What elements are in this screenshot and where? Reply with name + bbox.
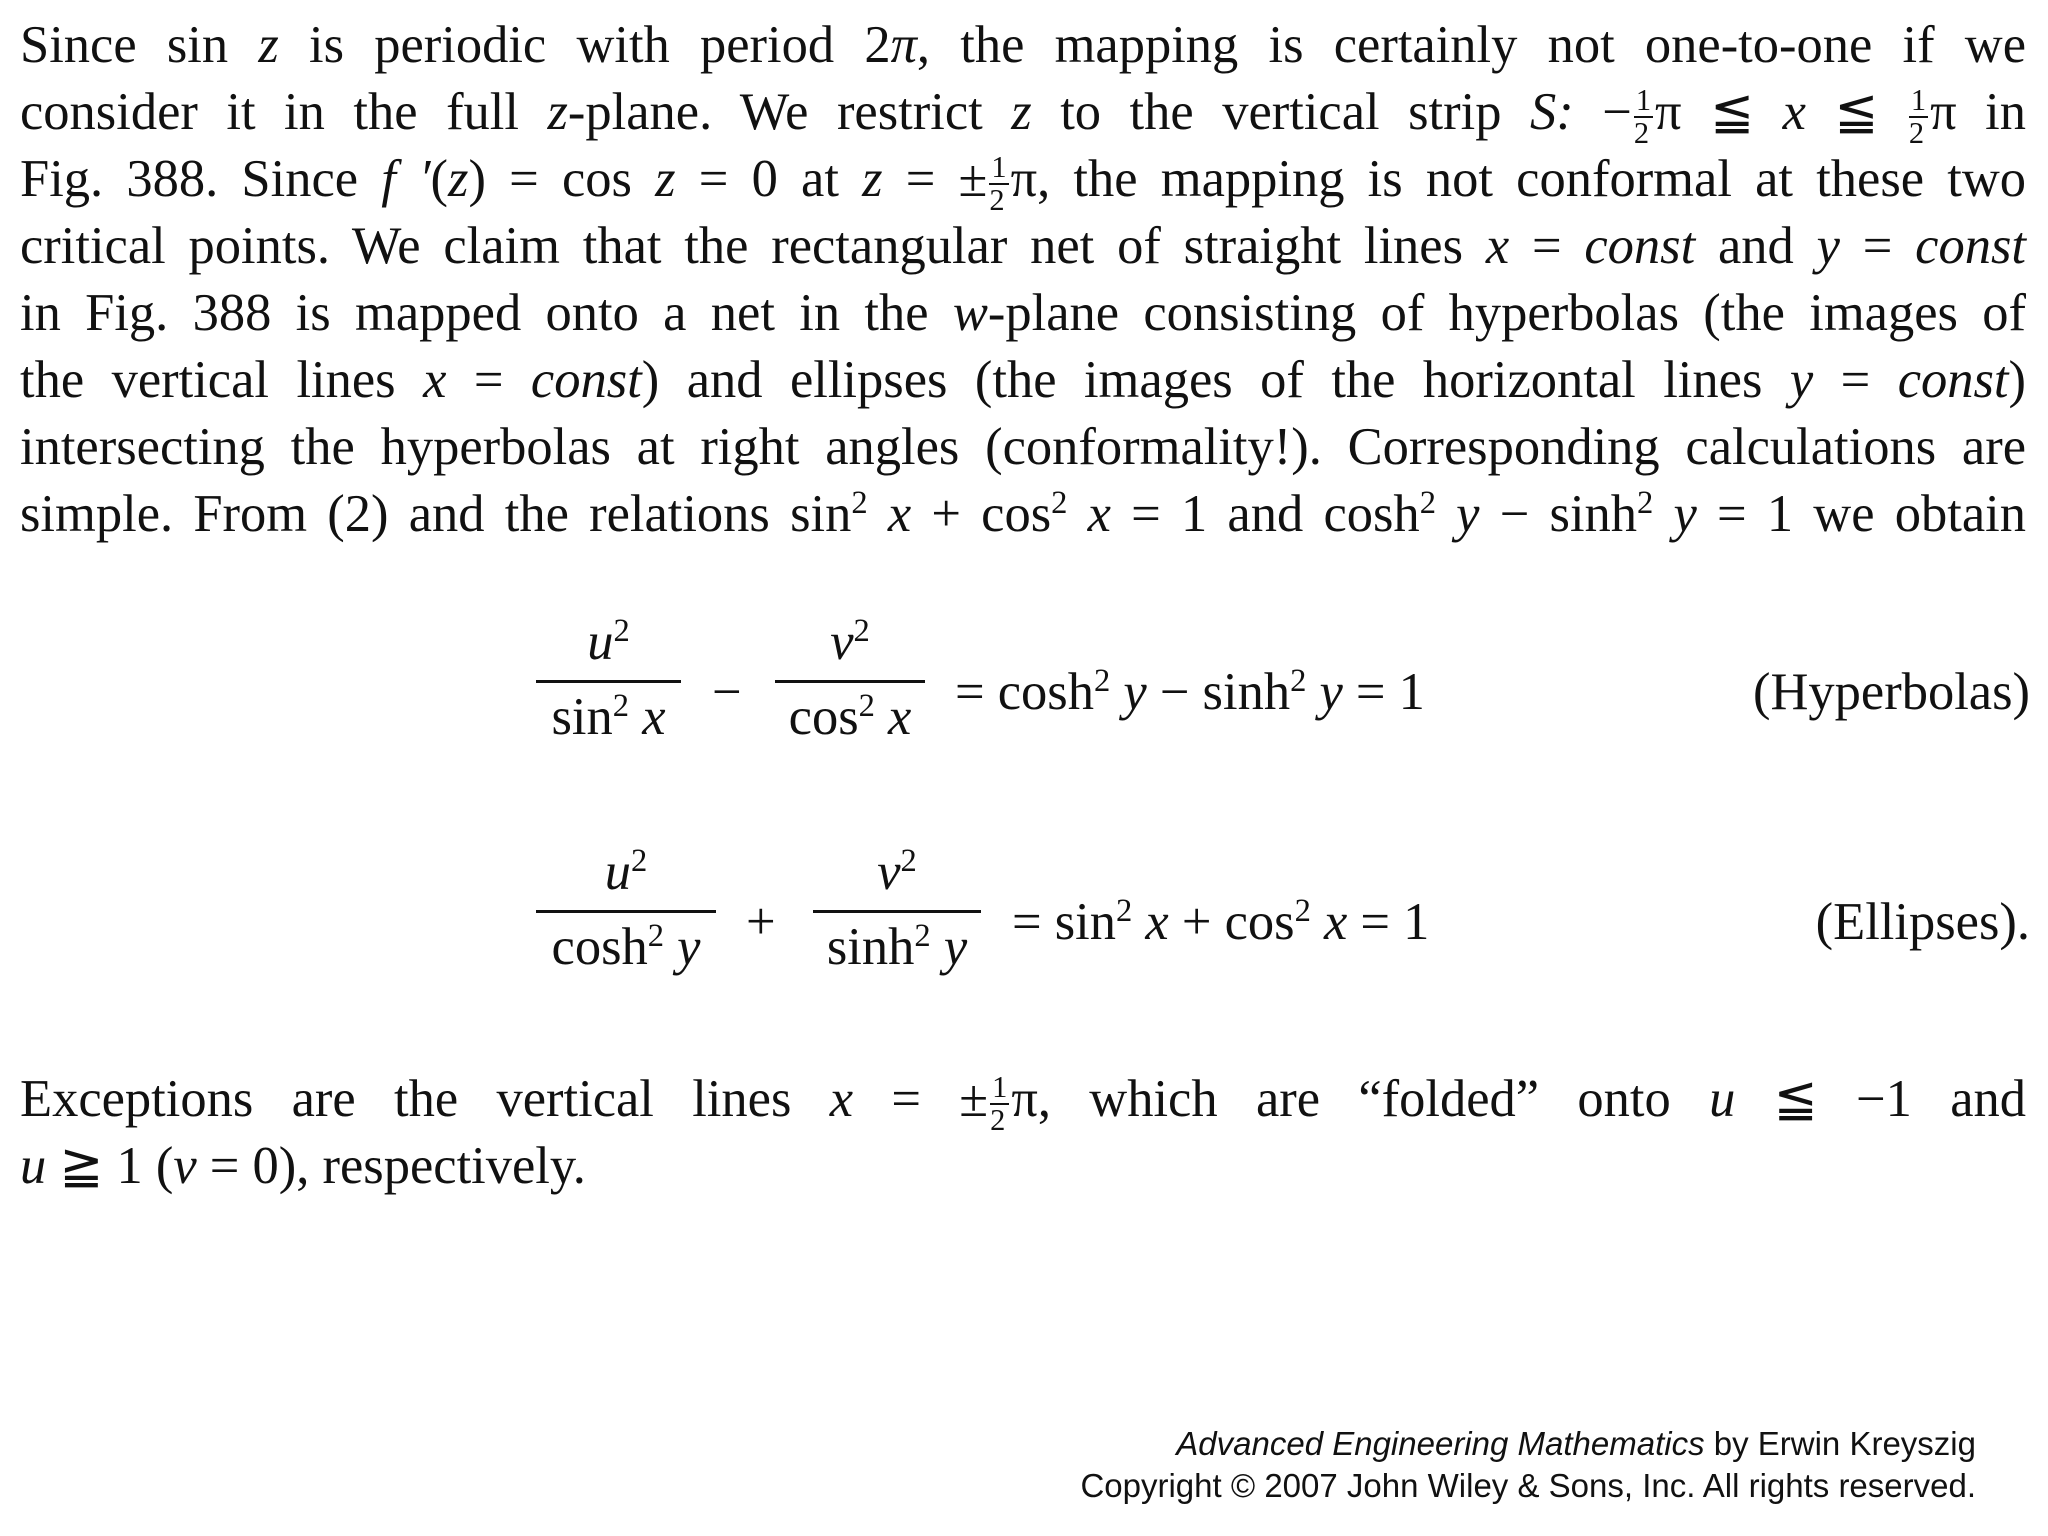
text-line: consider it in the full z-plane. We restrict z to the vertical strip S: − $\frac{1}{2}$ π ≦ x ≦ $\frac{1}{2}$ π in	[20, 83, 2026, 150]
paragraph-2	[20, 1066, 2026, 1200]
fraction-one-half: $\frac{1}{2}$	[989, 150, 1007, 217]
author-text: by Erwin Kreyszig	[1704, 1425, 1976, 1462]
book-title: Advanced Engineering Mathematics	[1176, 1425, 1705, 1462]
book-credit	[1080, 1423, 1976, 1465]
copyright-notice: Copyright © 2007 John Wiley & Sons, Inc. All rights reserved.	[1080, 1467, 1976, 1504]
equation-tag: (Ellipses).	[1815, 893, 2030, 951]
fraction-v-over-cos: $v^2$ $\cos^2 x$	[775, 612, 925, 755]
text-line: Since sin z is periodic with period 2π, the mapping is certainly not one-to-one if we	[20, 16, 2027, 74]
paragraph-1	[20, 12, 2026, 548]
minus-operator: −	[712, 663, 742, 721]
fraction-one-half: $\frac{1}{2}$	[990, 1070, 1008, 1137]
text-line: the vertical lines x = const) and ellipses (the images of the horizontal lines y = const)	[20, 351, 2026, 409]
equation-ellipses	[0, 842, 2048, 1002]
fraction-one-half: $\frac{1}{2}$	[1633, 83, 1652, 150]
text-line: simple. From (2) and the relations $\sin^2 x + \cos^2 x = 1$ and $\cosh^2 y - \sinh^2 y = 1$ we obtain	[20, 485, 2026, 543]
equation-tag: (Hyperbolas)	[1753, 663, 2030, 721]
fraction-one-half: $\frac{1}{2}$	[1908, 83, 1927, 150]
plus-operator: +	[746, 893, 776, 951]
text-line: in Fig. 388 is mapped onto a net in the w-plane consisting of hyperbolas (the images of	[20, 284, 2026, 342]
text-line: Exceptions are the vertical lines x = ± $\frac{1}{2}$ π, which are “folded” onto u ≦ −1 and	[20, 1070, 2026, 1137]
text-line: u ≧ 1 (v = 0), respectively.	[20, 1137, 586, 1195]
text-line: Fig. 388. Since f ′(z) = cos z = 0 at z = ± $\frac{1}{2}$ π, the mapping is not conformal at these two	[20, 150, 2027, 217]
text-line: intersecting the hyperbolas at right angles (conformality!). Corresponding calculations are	[20, 418, 2026, 476]
equation-rhs: = $\cosh^2 y - \sinh^2 y = 1$	[955, 663, 1425, 721]
equation-rhs: = $\sin^2 x + \cos^2 x = 1$	[1012, 893, 1430, 951]
fraction-v-over-sinh: $v^2$ $\sinh^2 y$	[813, 842, 981, 985]
fraction-u-over-cosh: $u^2$ $\cosh^2 y$	[536, 842, 716, 985]
copyright-footer	[1080, 1423, 1976, 1507]
equation-hyperbolas	[0, 612, 2048, 772]
text-line: critical points. We claim that the rectangular net of straight lines x = const and y = const	[20, 217, 2026, 275]
fraction-u-over-sin: $u^2$ $\sin^2 x$	[536, 612, 681, 755]
